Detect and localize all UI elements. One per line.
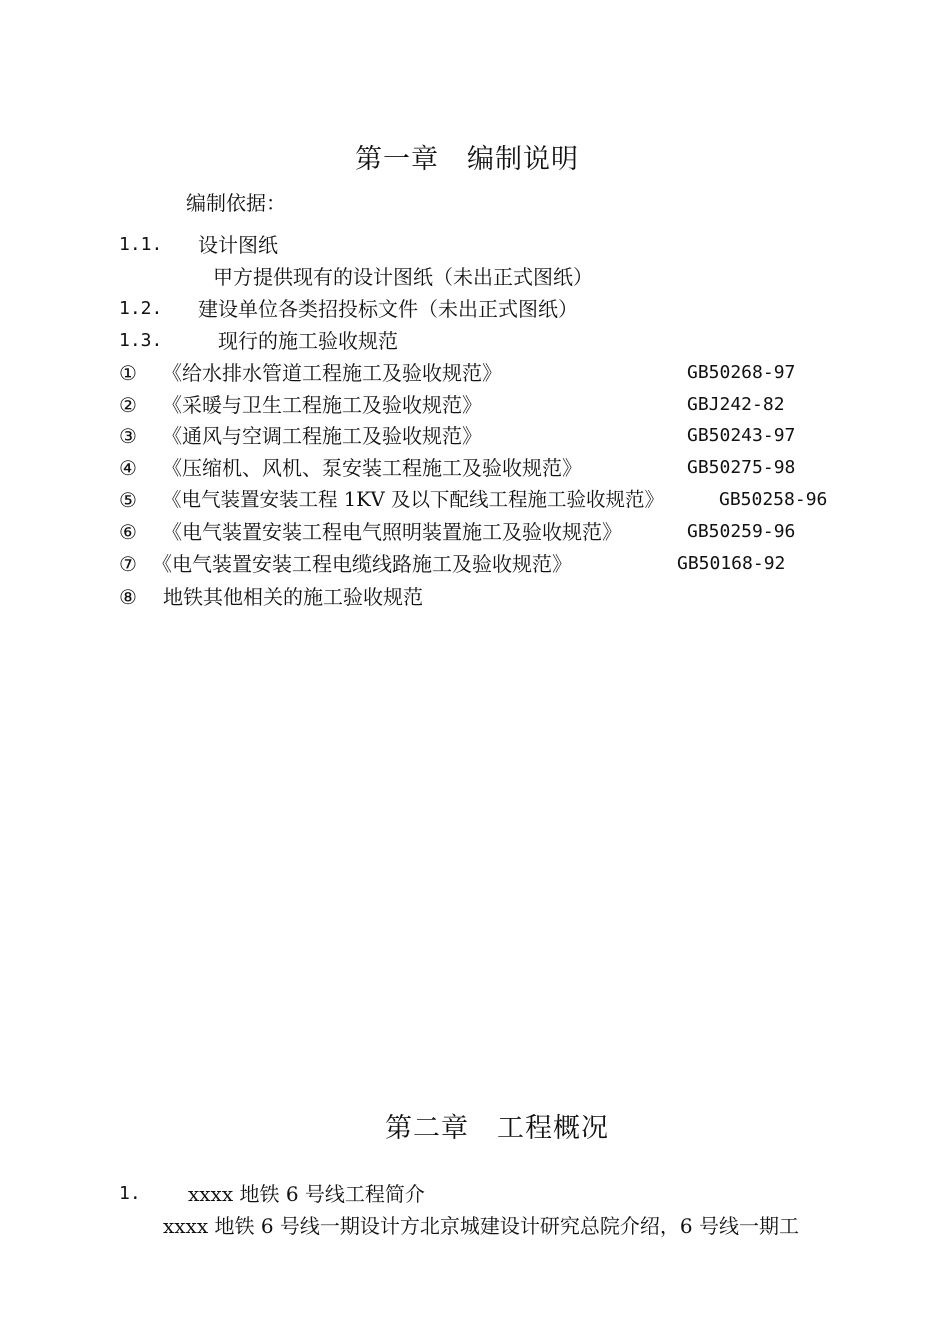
standard-name: 《通风与空调工程施工及验收规范》: [162, 424, 482, 448]
list-marker: ④: [119, 456, 137, 480]
section-number: 1.: [119, 1183, 141, 1204]
list-marker: ⑤: [119, 488, 137, 512]
standard-code: GB50168-92: [677, 553, 786, 574]
standard-code: GB50275-98: [687, 457, 796, 478]
standard-code: GB50268-97: [687, 362, 796, 383]
list-marker: ⑦: [119, 552, 137, 576]
standard-name: 《电气装置安装工程 1KV 及以下配线工程施工验收规范》: [162, 488, 664, 511]
section-number: 1.3.: [119, 330, 163, 351]
section-detail: 甲方提供现有的设计图纸（未出正式图纸）: [213, 265, 593, 289]
section-title: 设计图纸: [198, 233, 278, 257]
standard-code: GB50243-97: [687, 425, 796, 446]
standard-name: 地铁其他相关的施工验收规范: [163, 585, 423, 609]
body-paragraph: xxxx 地铁 6 号线一期设计方北京城建设计研究总院介绍，6 号线一期工: [163, 1214, 799, 1238]
standard-name: 《采暖与卫生工程施工及验收规范》: [162, 393, 482, 417]
section-number: 1.2.: [119, 298, 163, 319]
standard-code: GBJ242-82: [687, 394, 785, 415]
basis-heading: 编制依据：: [186, 191, 286, 215]
list-marker: ⑥: [119, 520, 137, 544]
list-marker: ①: [119, 361, 137, 385]
section-title: xxxx 地铁 6 号线工程简介: [188, 1182, 425, 1206]
standard-name: 《电气装置安装工程电气照明装置施工及验收规范》: [162, 520, 622, 544]
section-number: 1.1.: [119, 234, 163, 255]
chapter1-title: 第一章 编制说明: [355, 144, 579, 175]
standard-name: 《给水排水管道工程施工及验收规范》: [162, 361, 502, 385]
standard-name: 《电气装置安装工程电缆线路施工及验收规范》: [152, 552, 572, 576]
section-title: 建设单位各类招投标文件（未出正式图纸）: [198, 297, 578, 321]
standard-code: GB50258-96: [719, 489, 828, 510]
list-marker: ③: [119, 424, 137, 448]
list-marker: ⑧: [119, 585, 137, 609]
standard-name: 《压缩机、风机、泵安装工程施工及验收规范》: [162, 456, 582, 480]
chapter2-title: 第二章 工程概况: [385, 1113, 609, 1144]
list-marker: ②: [119, 393, 137, 417]
section-title: 现行的施工验收规范: [218, 329, 398, 353]
standard-code: GB50259-96: [687, 521, 796, 542]
